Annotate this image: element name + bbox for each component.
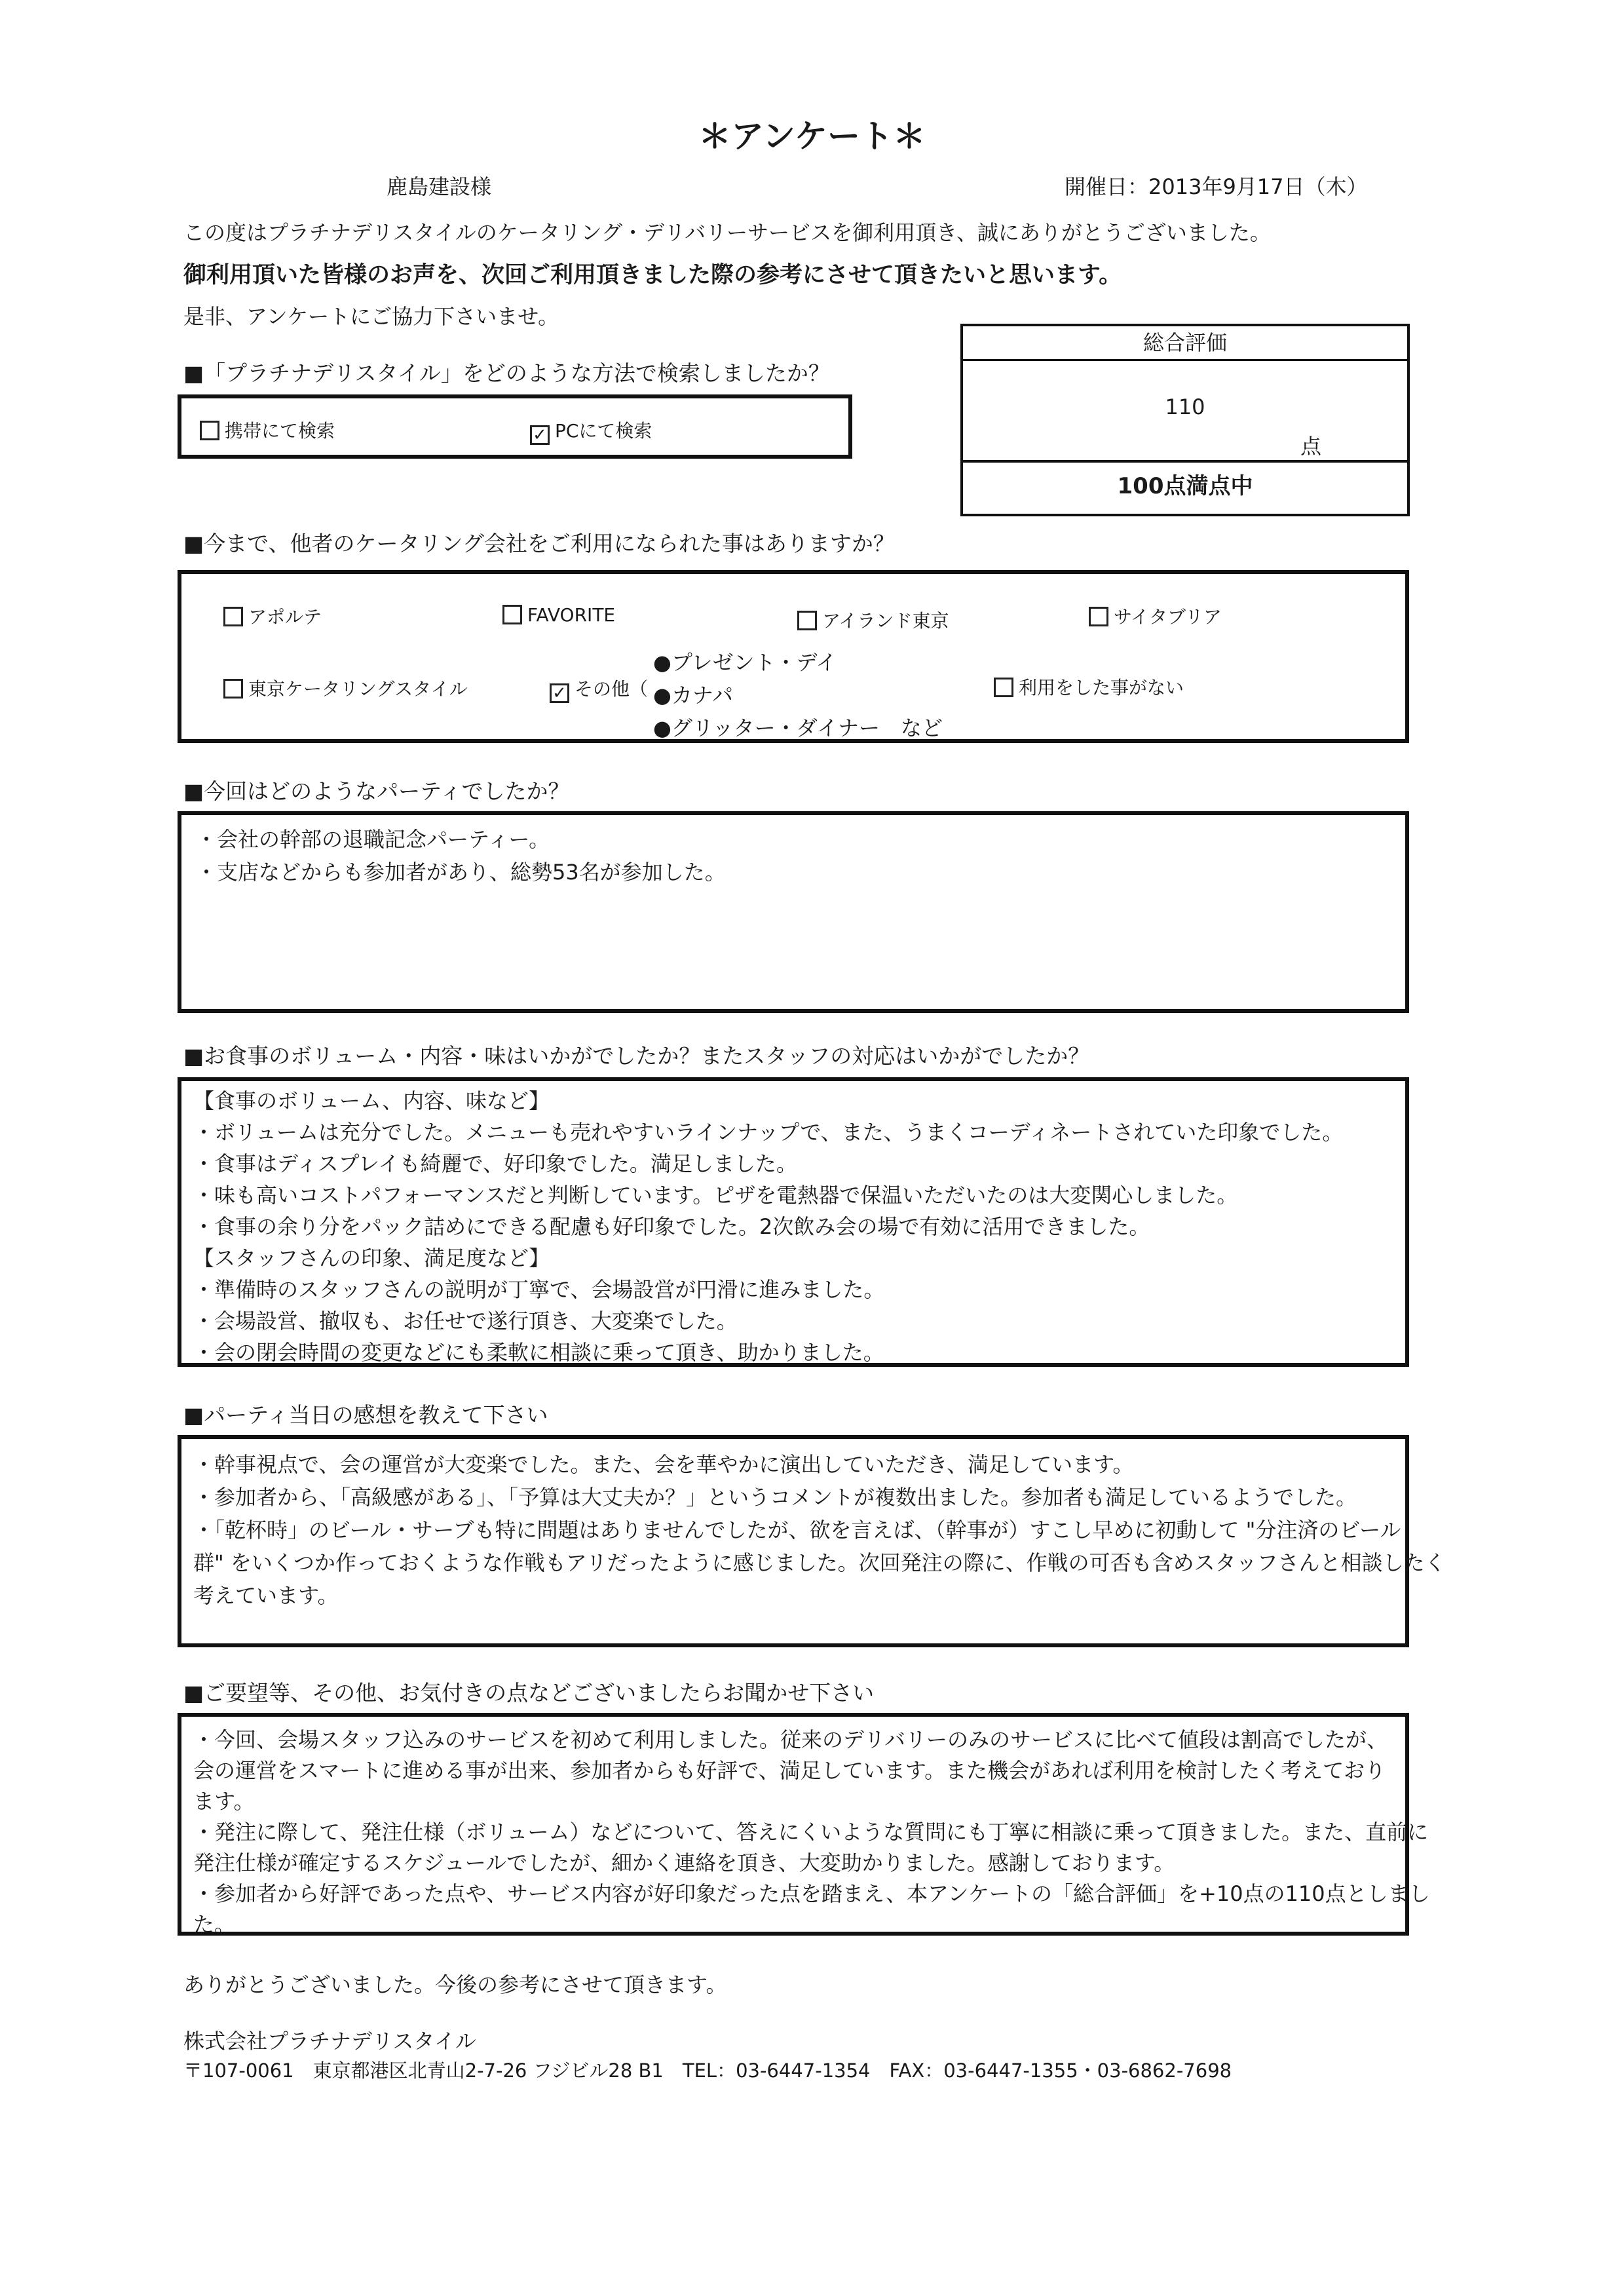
closing-text: ありがとうございました。今後の参考にさせて頂きます。 <box>183 1972 727 1997</box>
q2-answer-box <box>178 570 1409 743</box>
q6-line: た。 <box>193 1912 236 1937</box>
checkbox-icon[interactable] <box>200 421 219 440</box>
q6-line: ・今回、会場スタッフ込みのサービスを初めて利用しました。従来のデリバリーのみのサービスに比べて値段は割高でしたが、 <box>193 1727 1388 1752</box>
q4-line: ・ボリュームは充分でした。メニューも売れやすいラインナップで、また、うまくコーディネートされていた印象でした。 <box>193 1120 1344 1145</box>
q2-option-tokyo-catering-style[interactable]: 東京ケータリングスタイル <box>223 675 468 701</box>
q2-option-aporte[interactable]: アポルテ <box>223 603 322 629</box>
score-unit: 点 <box>1300 434 1322 459</box>
q4-line: ・食事はディスプレイも綺麗で、好印象でした。満足しました。 <box>193 1151 797 1176</box>
checkbox-checked-icon[interactable]: ✓ <box>550 683 569 703</box>
score-value: 110 <box>1165 394 1205 419</box>
checkbox-icon[interactable] <box>1089 607 1108 626</box>
q2-heading: ■今まで、他者のケータリング会社をご利用になられた事はありますか？ <box>183 531 895 556</box>
q3-line: ・支店などからも参加者があり、総勢53名が参加した。 <box>196 860 726 885</box>
company-name: 株式会社プラチナデリスタイル <box>183 2029 476 2054</box>
checkbox-checked-icon[interactable]: ✓ <box>530 425 550 445</box>
q6-answer-box <box>178 1713 1430 1937</box>
q3-answer-box <box>178 811 1409 1013</box>
page-title: ＊アンケート＊ <box>698 117 926 155</box>
q5-line: ・「乾杯時」のビール・サーブも特に問題はありませんでしたが、欲を言えば、（幹事が）すこし早めに初動して "分注済のビール <box>193 1518 1401 1542</box>
q5-line: ・幹事視点で、会の運営が大変楽でした。また、会を華やかに演出していただき、満足しています。 <box>193 1452 1134 1477</box>
intro-line-1: この度はプラチナデリスタイルのケータリング・デリバリーサービスを御利用頂き、誠にありがとうございました。 <box>183 220 1271 245</box>
intro-line-2: 御利用頂いた皆様のお声を、次回ご利用頂きました際の参考にさせて頂きたいと思います。 <box>183 262 1122 288</box>
q1-heading: ■「プラチナデリスタイル」をどのような方法で検索しましたか？ <box>183 360 830 386</box>
q2-other-item-3: ●グリッター・ダイナー など <box>653 716 943 740</box>
q4-line: ・会の閉会時間の変更などにも柔軟に相談に乗って頂き、助かりました。 <box>193 1340 884 1365</box>
q2-option-other[interactable]: ✓ その他（ <box>550 675 648 703</box>
client-name: 鹿島建設様 <box>387 174 492 199</box>
q4-line: ・準備時のスタッフさんの説明が丁寧で、会場設営が円滑に進みました。 <box>193 1277 885 1302</box>
q6-heading: ■ご要望等、その他、お気付きの点などございましたらお聞かせ下さい <box>183 1680 875 1706</box>
score-footer: 100点満点中 <box>963 460 1407 514</box>
q2-option-favorite[interactable]: FAVORITE <box>502 604 615 626</box>
q4-heading: ■お食事のボリューム・内容・味はいかがでしたか？またスタッフの対応はいかがでしたか？ <box>183 1043 1090 1069</box>
q2-option-island-tokyo[interactable]: アイランド東京 <box>797 607 949 633</box>
q6-line: ます。 <box>193 1789 255 1814</box>
q4-answer-box <box>178 1077 1409 1367</box>
q1-option-mobile[interactable]: 携帯にて検索 <box>200 417 335 443</box>
q3-line: ・会社の幹部の退職記念パーティー。 <box>196 827 550 852</box>
q6-line: 会の運営をスマートに進める事が出来、参加者からも好評で、満足しています。また機会があれば利用を検討したく考えており <box>193 1758 1386 1783</box>
q5-answer-box <box>178 1435 1446 1647</box>
q4-line: 【スタッフさんの印象、満足度など】 <box>193 1246 550 1271</box>
checkbox-icon[interactable] <box>502 605 522 624</box>
q4-line: ・会場設営、撤収も、お任せで遂行頂き、大変楽でした。 <box>193 1309 738 1333</box>
checkbox-icon[interactable] <box>994 678 1013 697</box>
intro-line-3: 是非、アンケートにご協力下さいませ。 <box>183 304 559 329</box>
q6-line: ・発注に際して、発注仕様（ボリューム）などについて、答えにくいような質問にも丁寧に相談に乗って頂きました。また、直前に <box>193 1820 1429 1845</box>
q1-answer-box <box>178 394 852 459</box>
q6-line: ・参加者から好評であった点や、サービス内容が好印象だった点を踏まえ、本アンケートの「総合評価」を+10点の110点としまし <box>193 1881 1430 1906</box>
q2-option-never-used[interactable]: 利用をした事がない <box>994 674 1184 700</box>
q3-heading: ■今回はどのようなパーティでしたか？ <box>183 778 570 804</box>
q4-line: ・味も高いコストパフォーマンスだと判断しています。ピザを電熱器で保温いただいたのは大変関心しました。 <box>193 1183 1238 1208</box>
q4-line: ・食事の余り分をパック詰めにできる配慮も好印象でした。2次飲み会の場で有効に活用できました。 <box>193 1214 1150 1239</box>
q1-option-pc[interactable]: ✓ PCにて検索 <box>530 417 652 445</box>
event-date: 開催日：2013年9月17日（木） <box>1065 174 1368 199</box>
q2-other-item-1: ●プレゼント・デイ <box>653 650 837 675</box>
q5-heading: ■パーティ当日の感想を教えて下さい <box>183 1402 548 1428</box>
q5-line: ・参加者から、「高級感がある」、「予算は大丈夫か？」というコメントが複数出ました。参加者も満足しているようでした。 <box>193 1485 1357 1510</box>
checkbox-icon[interactable] <box>797 611 817 630</box>
q2-option-saitabria[interactable]: サイタブリア <box>1089 603 1222 629</box>
q5-line: 考えています。 <box>193 1583 339 1608</box>
q6-line: 発注仕様が確定するスケジュールでしたが、細かく連絡を頂き、大変助かりました。感謝しております。 <box>193 1850 1175 1875</box>
q4-line: 【食事のボリューム、内容、味など】 <box>193 1088 550 1113</box>
company-address: 〒107-0061 東京都港区北青山2-7-26 フジビル28 B1 TEL：03-6447-1354 FAX：03-6447-1355・03-6862-7698 <box>183 2059 1232 2082</box>
checkbox-icon[interactable] <box>223 679 243 698</box>
q5-line: 群" をいくつか作っておくような作戦もアリだったように感じました。次回発注の際に、作戦の可否も含めスタッフさんと相談したく <box>193 1550 1446 1575</box>
checkbox-icon[interactable] <box>223 607 243 626</box>
q2-other-item-2: ●カナパ <box>653 683 734 708</box>
score-header: 総合評価 <box>963 326 1407 361</box>
score-box <box>960 324 1410 516</box>
